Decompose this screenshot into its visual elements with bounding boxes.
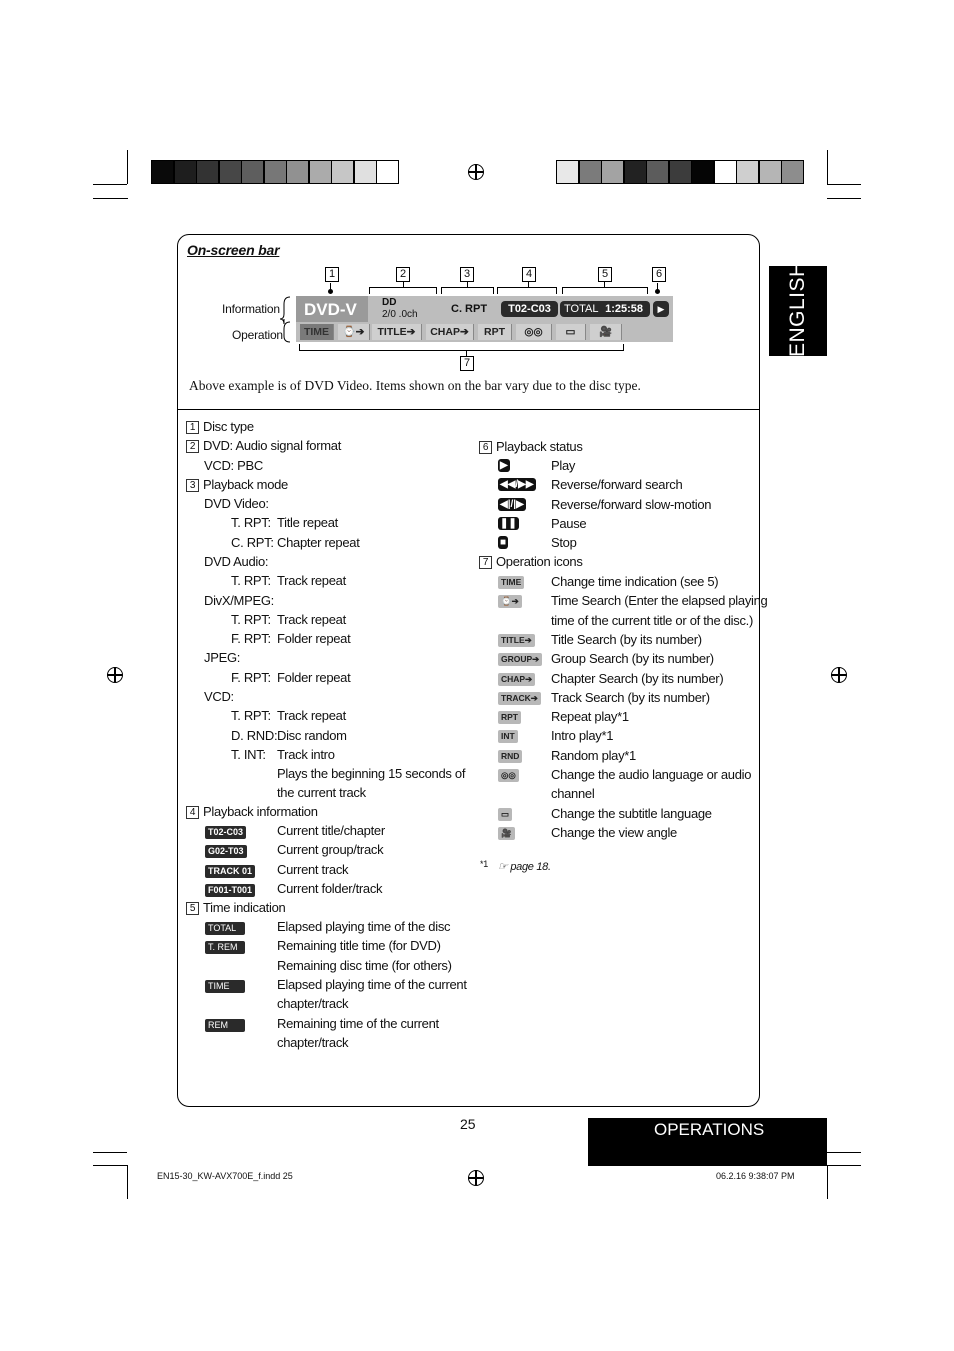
page-number: 25 — [460, 1116, 476, 1132]
op-badge: CHAP➔ — [498, 673, 535, 686]
info-description: Current title/chapter — [277, 823, 385, 838]
callout-leader — [528, 282, 529, 288]
op-description: Change the subtitle language — [551, 805, 712, 821]
op-description: Change the audio language or audio — [551, 767, 752, 782]
crop-mark — [827, 1165, 828, 1199]
op-description: Track Search (by its number) — [551, 689, 710, 705]
callout-dot — [328, 289, 333, 294]
side-tab-label: ENGLISH — [786, 261, 809, 357]
playback-status-label: Playback status — [496, 439, 583, 454]
op-description: Change the view angle — [551, 824, 677, 840]
gray-swatch — [241, 160, 264, 184]
status-icon: ❚❚ — [500, 517, 517, 529]
mode-description: Chapter repeat — [277, 534, 360, 550]
status-icon: ◀◀/▶▶ — [500, 479, 534, 491]
op-description: Group Search (by its number) — [551, 651, 714, 667]
mode-description: Track repeat — [277, 708, 346, 724]
callout-dot — [655, 289, 660, 294]
time-description: Elapsed playing time of the disc — [277, 919, 451, 934]
callout-number: 7 — [460, 356, 474, 371]
gray-swatch — [151, 160, 174, 184]
bar-audio-format: DD — [382, 297, 397, 308]
status-icon: ◀|/|▶ — [500, 498, 524, 510]
playback-status — [479, 438, 583, 456]
time-badge: T. REM — [205, 941, 245, 954]
section-divider — [177, 409, 760, 410]
info-description: Current folder/track — [277, 880, 383, 896]
time-description: Remaining time of the current — [277, 1015, 439, 1031]
gray-swatch — [331, 160, 354, 184]
callout-bracket — [497, 287, 557, 294]
time-description: Remaining disc time (for others) — [277, 957, 452, 973]
section-number: 1 — [186, 421, 199, 434]
section-number: 3 — [186, 479, 199, 492]
status-icon: ■ — [500, 537, 507, 549]
op-description: Title Search (by its number) — [551, 631, 702, 647]
gray-swatch — [736, 160, 759, 184]
operation-icons-label: Operation icons — [496, 554, 583, 569]
op-icon-3: CHAP➔ — [426, 324, 474, 340]
callout-bracket — [441, 287, 494, 294]
footer-file: EN15-30_KW-AVX700E_f.indd 25 — [157, 1171, 293, 1181]
mode-code: F. RPT: — [231, 669, 271, 685]
mode-code: T. RPT: — [231, 573, 271, 589]
section-tab-label: OPERATIONS — [654, 1120, 765, 1139]
mode-description: Folder repeat — [277, 669, 351, 685]
gray-swatch — [196, 160, 219, 184]
section-number: 6 — [479, 441, 492, 454]
callout-bracket — [299, 344, 624, 351]
op-badge: ⌚➔ — [498, 595, 522, 608]
side-tab — [769, 261, 827, 357]
footer-timestamp: 06.2.16 9:38:07 PM — [716, 1171, 795, 1181]
bar-time — [560, 301, 650, 317]
op-badge: INT — [498, 730, 518, 743]
footnote-mark: *1 — [480, 859, 489, 869]
mode-description: Disc random — [277, 727, 347, 743]
op-badge: ◎◎ — [498, 769, 519, 782]
gray-swatch — [286, 160, 309, 184]
gray-swatch — [376, 160, 399, 184]
crop-mark — [93, 1152, 127, 1153]
op-badge: GROUP➔ — [498, 653, 542, 666]
op-badge: RPT — [498, 711, 521, 724]
callout-leader — [604, 282, 605, 288]
status-icon: ▶ — [500, 460, 508, 471]
bar-label-information: Information — [222, 302, 280, 316]
signal-vcd: VCD: PBC — [204, 458, 264, 473]
callout-number: 4 — [522, 267, 536, 282]
info-badge: G02-T03 — [205, 845, 247, 858]
bar-playback-info: T02-C03 — [501, 301, 558, 317]
op-badge: TRACK➔ — [498, 692, 541, 705]
crop-mark — [93, 1165, 127, 1166]
crop-mark — [827, 184, 861, 185]
time-badge: TIME — [205, 980, 245, 993]
mode-group-name: JPEG: — [204, 650, 241, 666]
gray-swatch — [624, 160, 647, 184]
crop-mark — [93, 184, 127, 185]
registration-mark-icon — [468, 1170, 484, 1186]
signal-format — [186, 437, 341, 455]
mode-code: F. RPT: — [231, 631, 271, 647]
bar-operation-row — [300, 324, 669, 340]
callout-number: 3 — [460, 267, 474, 282]
crop-mark — [127, 198, 128, 199]
gray-swatch — [219, 160, 242, 184]
status-description: Stop — [551, 535, 577, 551]
mode-group-name: DVD Video: — [204, 496, 269, 511]
op-description: Repeat play*1 — [551, 709, 629, 725]
gray-swatch — [759, 160, 782, 184]
op-badge: ▭ — [498, 808, 512, 821]
crop-mark — [127, 150, 128, 184]
mode-code: T. INT: — [231, 746, 266, 762]
op-badge: TITLE➔ — [498, 634, 535, 647]
mode-description: Folder repeat — [277, 631, 351, 647]
crop-mark — [827, 1165, 861, 1166]
section-number: 5 — [186, 902, 199, 915]
section-heading: On-screen bar — [187, 242, 280, 258]
callout-number: 6 — [652, 267, 666, 282]
op-description: Change time indication (see 5) — [551, 574, 719, 589]
gray-swatch — [556, 160, 579, 184]
time-badge: TOTAL — [205, 922, 245, 935]
section-number: 4 — [186, 806, 199, 819]
info-badge: T02-C03 — [205, 826, 246, 839]
op-description: time of the current title or of the disc.) — [551, 612, 753, 628]
gray-swatch — [601, 160, 624, 184]
mode-description: Track repeat — [277, 611, 346, 627]
callout-number: 5 — [598, 267, 612, 282]
op-icon-1: ⌚➔ — [338, 324, 370, 340]
callout-number: 2 — [396, 267, 410, 282]
op-icon-0: TIME — [300, 324, 334, 340]
bar-time-value: 1:25:58 — [605, 303, 644, 315]
section-number: 2 — [186, 440, 199, 453]
mode-description: Track intro — [277, 746, 335, 762]
mode-code: T. RPT: — [231, 708, 271, 724]
bar-audio-channels: 2/0 .0ch — [382, 309, 418, 320]
info-description: Current track — [277, 861, 349, 877]
playback-info — [186, 803, 318, 821]
gray-swatch — [714, 160, 737, 184]
callout-bracket — [369, 287, 437, 294]
op-icon-2: TITLE➔ — [372, 324, 422, 340]
gray-swatch — [309, 160, 332, 184]
status-description: Reverse/forward slow-motion — [551, 496, 712, 512]
gray-swatch — [264, 160, 287, 184]
time-description: Elapsed playing time of the current — [277, 976, 467, 992]
bar-disc-type: DVD-V — [296, 296, 368, 322]
time-description: chapter/track — [277, 996, 349, 1012]
mode-note: the current track — [277, 785, 366, 800]
crop-mark — [827, 198, 861, 199]
time-badge: REM — [205, 1019, 245, 1032]
time-description: chapter/track — [277, 1034, 349, 1050]
callout-bracket — [562, 287, 648, 294]
op-badge: TIME — [498, 576, 524, 589]
op-description: Intro play*1 — [551, 728, 614, 744]
registration-mark-icon — [831, 667, 847, 683]
mode-group-name: DVD Audio: — [204, 553, 269, 569]
registration-mark-icon — [468, 164, 484, 180]
gray-swatch — [354, 160, 377, 184]
op-icon-7: 🎥 — [590, 324, 622, 340]
mode-code: T. RPT: — [231, 515, 271, 531]
status-description: Play — [551, 458, 576, 473]
status-description: Pause — [551, 515, 587, 531]
crop-mark — [827, 150, 828, 184]
callout-leader — [403, 282, 404, 288]
op-description: Time Search (Enter the elapsed playing — [551, 593, 768, 609]
mode-note: Plays the beginning 15 seconds of — [277, 766, 466, 781]
info-badge: TRACK 01 — [205, 865, 255, 878]
time-indication-label: Time indication — [203, 900, 286, 915]
bar-time-label: TOTAL — [564, 303, 599, 315]
section-tab — [588, 1118, 827, 1166]
footnote-text: ☞ page 18. — [498, 861, 551, 873]
op-description: Chapter Search (by its number) — [551, 670, 724, 686]
time-description: Remaining title time (for DVD) — [277, 938, 441, 954]
status-description: Reverse/forward search — [551, 477, 683, 493]
op-icon-5: ◎◎ — [516, 324, 552, 340]
mode-code: T. RPT: — [231, 611, 271, 627]
op-icon-4: RPT — [478, 324, 512, 340]
mode-code: C. RPT: — [231, 534, 274, 550]
callout-leader — [467, 282, 468, 288]
mode-description: Track repeat — [277, 573, 346, 589]
mode-description: Title repeat — [277, 515, 338, 531]
callout-number: 1 — [325, 267, 339, 282]
bar-label-operation: Operation — [232, 328, 283, 342]
op-icon-6: ▭ — [556, 324, 586, 340]
crop-mark — [827, 1152, 861, 1153]
operation-icons — [479, 553, 583, 571]
disc-type — [186, 418, 254, 436]
op-badge: RND — [498, 750, 522, 763]
playback-mode-label: Playback mode — [203, 477, 288, 492]
play-status-icon: ▶ — [653, 301, 669, 317]
gray-swatch — [579, 160, 602, 184]
gray-swatch — [646, 160, 669, 184]
bar-playback-mode: C. RPT — [451, 303, 488, 315]
crop-mark — [93, 198, 127, 199]
gray-swatch — [781, 160, 804, 184]
mode-group-name: VCD: — [204, 689, 234, 704]
registration-mark-icon — [107, 667, 123, 683]
bar-bracket — [280, 296, 292, 346]
disc-type-label: Disc type — [203, 419, 254, 434]
time-indication — [186, 899, 285, 917]
onscreen-bar — [296, 296, 673, 342]
bar-caption: Above example is of DVD Video. Items shown on the bar vary due to the disc type. — [189, 378, 641, 393]
op-description: Random play*1 — [551, 747, 636, 763]
gray-swatch — [174, 160, 197, 184]
op-badge: 🎥 — [498, 827, 515, 840]
playback-info-label: Playback information — [203, 804, 318, 819]
info-badge: F001-T001 — [205, 884, 255, 897]
section-number: 7 — [479, 556, 492, 569]
playback-mode — [186, 476, 288, 494]
info-description: Current group/track — [277, 842, 384, 858]
mode-code: D. RND: — [231, 727, 278, 743]
gray-swatch — [691, 160, 714, 184]
gray-swatch — [669, 160, 692, 184]
mode-group-name: DivX/MPEG: — [204, 592, 274, 608]
op-description: channel — [551, 786, 595, 802]
signal-format-label: DVD: Audio signal format — [203, 438, 342, 453]
crop-mark — [127, 1165, 128, 1199]
